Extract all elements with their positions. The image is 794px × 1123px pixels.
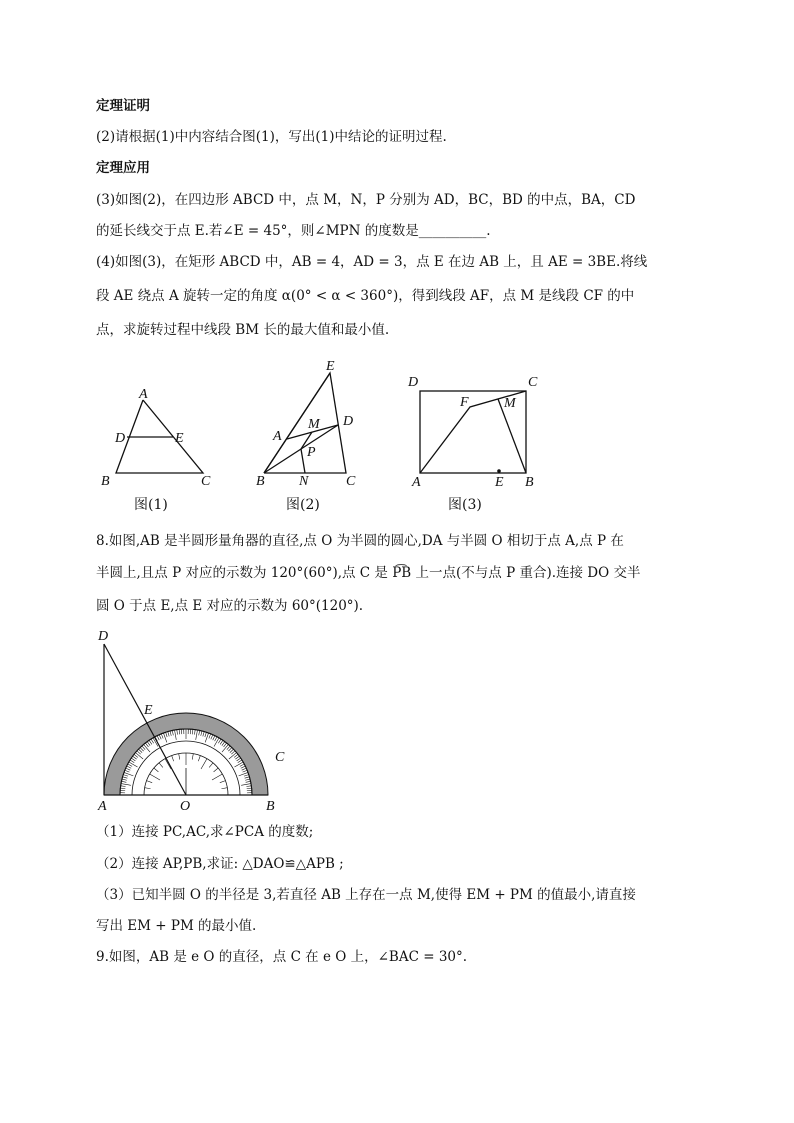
protractor-tick xyxy=(246,781,251,782)
text-line: 点，求旋转过程中线段 BM 长的最大值和最小值. xyxy=(96,322,390,338)
protractor-tick xyxy=(159,763,163,768)
protractor-tick xyxy=(129,762,138,767)
protractor-tick xyxy=(192,729,193,734)
protractor-tick xyxy=(123,777,128,778)
protractor-tick xyxy=(131,758,135,761)
fig2-label-A: A xyxy=(273,429,282,444)
protractor-tick xyxy=(212,774,222,780)
protractor-tick xyxy=(244,775,249,777)
protractor-tick xyxy=(240,764,244,766)
fig3-label-M: M xyxy=(504,396,516,411)
protractor-label-E: E xyxy=(144,703,153,718)
protractor-tick xyxy=(215,737,217,741)
protractor-tick xyxy=(170,731,171,736)
protractor-tick xyxy=(159,735,161,740)
geometry-figures xyxy=(90,355,550,520)
fig2-label-D: D xyxy=(343,414,354,429)
protractor-tick xyxy=(213,736,215,740)
fig2-label-C: C xyxy=(346,474,356,489)
protractor-tick xyxy=(172,756,174,762)
protractor-tick xyxy=(224,743,227,747)
text-line: 写出 EM + PM 的最小值. xyxy=(96,918,257,934)
text-line: 定理应用 xyxy=(96,160,150,176)
protractor-tick xyxy=(228,748,231,752)
protractor-tick xyxy=(140,748,143,752)
protractor-tick xyxy=(157,736,159,740)
protractor-tick xyxy=(243,770,248,772)
fig1-label-D: D xyxy=(115,431,126,446)
protractor-tick xyxy=(198,756,200,762)
protractor-label-B: B xyxy=(266,799,275,813)
fig2-label-B: B xyxy=(256,474,265,489)
protractor-tick xyxy=(230,749,234,752)
figure-2 xyxy=(256,359,356,513)
text-line: (2)请根据(1)中内容结合图(1)，写出(1)中结论的证明过程. xyxy=(96,129,447,145)
fig3-label-F: F xyxy=(460,395,469,410)
protractor-tick xyxy=(165,759,171,769)
protractor-tick xyxy=(122,779,127,780)
protractor-tick xyxy=(166,732,168,737)
text-line: (3)如图(2)，在四边形 ABCD 中，点 M，N，P 分别为 AD，BC，BD 的中点，BA，CD xyxy=(96,192,636,208)
fig3-label-E: E xyxy=(495,475,504,490)
fig3-label-C: C xyxy=(528,375,538,390)
text-line: （2）连接 AP,PB,求证: △DAO≌△APB ; xyxy=(96,856,344,872)
protractor-tick xyxy=(168,732,169,737)
protractor-tick xyxy=(214,738,219,747)
protractor-tick xyxy=(133,756,137,759)
protractor-tick xyxy=(246,786,251,787)
protractor-tick xyxy=(205,732,207,737)
fig1-label-C: C xyxy=(201,474,211,489)
protractor-label-C: C xyxy=(275,750,285,765)
fig2-label-N: N xyxy=(299,474,309,489)
fig3-caption: 图(3) xyxy=(448,497,482,513)
fig2-label-M: M xyxy=(308,417,320,432)
protractor-tick xyxy=(147,781,153,783)
protractor-tick xyxy=(134,754,138,757)
protractor-tick xyxy=(211,735,213,740)
protractor-tick xyxy=(231,751,235,754)
protractor-tick xyxy=(245,779,250,780)
text-line: 的延长线交于点 E.若∠E = 45°，则∠MPN 的度数是__________. xyxy=(96,223,491,239)
protractor-tick xyxy=(125,770,130,772)
protractor-tick xyxy=(177,730,178,735)
protractor-tick xyxy=(220,740,223,744)
protractor-tick xyxy=(144,744,150,752)
fig2-label-E: E xyxy=(326,359,335,374)
protractor-tick xyxy=(222,744,228,752)
protractor-tick xyxy=(245,777,250,778)
protractor-tick xyxy=(242,768,247,770)
protractor xyxy=(104,713,268,795)
protractor-tick xyxy=(150,774,160,780)
text-line: (4)如图(3)，在矩形 ABCD 中，AB = 4，AD = 3，点 E 在边 AB 上，且 AE = 3BE.将线 xyxy=(96,254,648,270)
fig1-label-E: E xyxy=(175,431,184,446)
figure-3 xyxy=(407,375,538,513)
protractor-tick xyxy=(196,730,198,740)
fig3-label-A: A xyxy=(412,475,421,490)
protractor-tick xyxy=(175,730,177,740)
protractor-tick xyxy=(203,732,204,737)
text-line: （3）已知半圆 O 的半径是 3,若直径 AB 上存在一点 M,使得 EM + PM 的值最小,请直接 xyxy=(96,887,636,903)
protractor-tick xyxy=(149,740,152,744)
protractor-label-A: A xyxy=(98,799,107,813)
protractor-tick xyxy=(238,760,242,763)
protractor-tick xyxy=(241,766,245,768)
protractor-tick xyxy=(201,731,202,736)
protractor-tick xyxy=(121,781,126,782)
protractor-tick xyxy=(130,760,134,763)
protractor-tick xyxy=(209,734,211,739)
fig1-caption: 图(1) xyxy=(134,497,168,513)
text-line: 定理证明 xyxy=(96,98,150,114)
protractor-tick xyxy=(220,781,226,783)
text-line: 段 AE 绕点 A 旋转一定的角度 α(0° < α < 360°)，得到线段 AF，点 M 是线段 CF 的中 xyxy=(96,288,635,304)
protractor-tick xyxy=(154,768,159,772)
protractor-tick xyxy=(222,742,225,746)
protractor-tick xyxy=(247,788,252,789)
protractor-tick xyxy=(147,742,150,746)
protractor-tick xyxy=(234,754,238,757)
protractor-tick xyxy=(179,729,180,734)
protractor-tick xyxy=(221,788,227,789)
protractor-tick xyxy=(241,784,251,786)
fig2-caption: 图(2) xyxy=(286,497,320,513)
protractor-tick xyxy=(237,758,241,761)
protractor-tick xyxy=(227,746,230,750)
fig1-label-A: A xyxy=(139,387,148,402)
protractor-tick xyxy=(172,730,173,735)
protractor-label-O: O xyxy=(180,799,191,813)
protractor-tick xyxy=(151,739,154,743)
protractor-tick xyxy=(137,751,141,754)
protractor-tick xyxy=(135,753,143,759)
fig1-label-B: B xyxy=(101,474,110,489)
fig3-label-B: B xyxy=(525,475,534,490)
text-line: 9.如图，AB 是 e O 的直径，点 C 在 e O 上，∠BAC = 30°. xyxy=(96,949,468,965)
fig3-label-D: D xyxy=(408,375,419,390)
protractor-tick xyxy=(127,766,131,768)
protractor-tick xyxy=(235,756,239,759)
protractor-tick xyxy=(179,754,180,760)
protractor-tick xyxy=(120,788,125,789)
protractor-tick xyxy=(194,730,195,735)
protractor-tick xyxy=(126,768,131,770)
protractor-tick xyxy=(192,754,193,760)
text-line: 半圆上,且点 P 对应的示数为 120°(60°),点 C 是 P͡B 上一点(不与点 P 重合).连接 DO 交半 xyxy=(96,565,641,581)
protractor-tick xyxy=(214,768,219,772)
protractor-tick xyxy=(199,730,200,735)
protractor-tick xyxy=(121,786,126,787)
protractor-label-D: D xyxy=(98,629,109,644)
text-line: （1）连接 PC,AC,求∠PCA 的度数; xyxy=(96,824,314,840)
protractor-tick xyxy=(139,749,143,752)
protractor-tick xyxy=(209,763,213,768)
protractor-tick xyxy=(218,739,221,743)
protractor-tick xyxy=(234,762,243,767)
protractor-tick xyxy=(201,759,207,769)
protractor-tick xyxy=(142,746,145,750)
protractor-tick xyxy=(161,734,163,739)
protractor-tick xyxy=(145,788,151,789)
text-line: 圆 O 于点 E,点 E 对应的示数为 60°(120°). xyxy=(96,598,364,614)
protractor-tick xyxy=(229,753,237,759)
protractor-tick xyxy=(121,784,131,786)
fig2-label-P: P xyxy=(307,445,316,460)
figure-1 xyxy=(101,387,211,513)
protractor-figure xyxy=(92,628,302,813)
protractor-tick xyxy=(128,764,132,766)
protractor-tick xyxy=(123,775,128,777)
text-line: 8.如图,AB 是半圆形量角器的直径,点 O 为半圆的圆心,DA 与半圆 O 相切于点 A,点 P 在 xyxy=(96,533,624,549)
protractor-tick xyxy=(145,743,148,747)
